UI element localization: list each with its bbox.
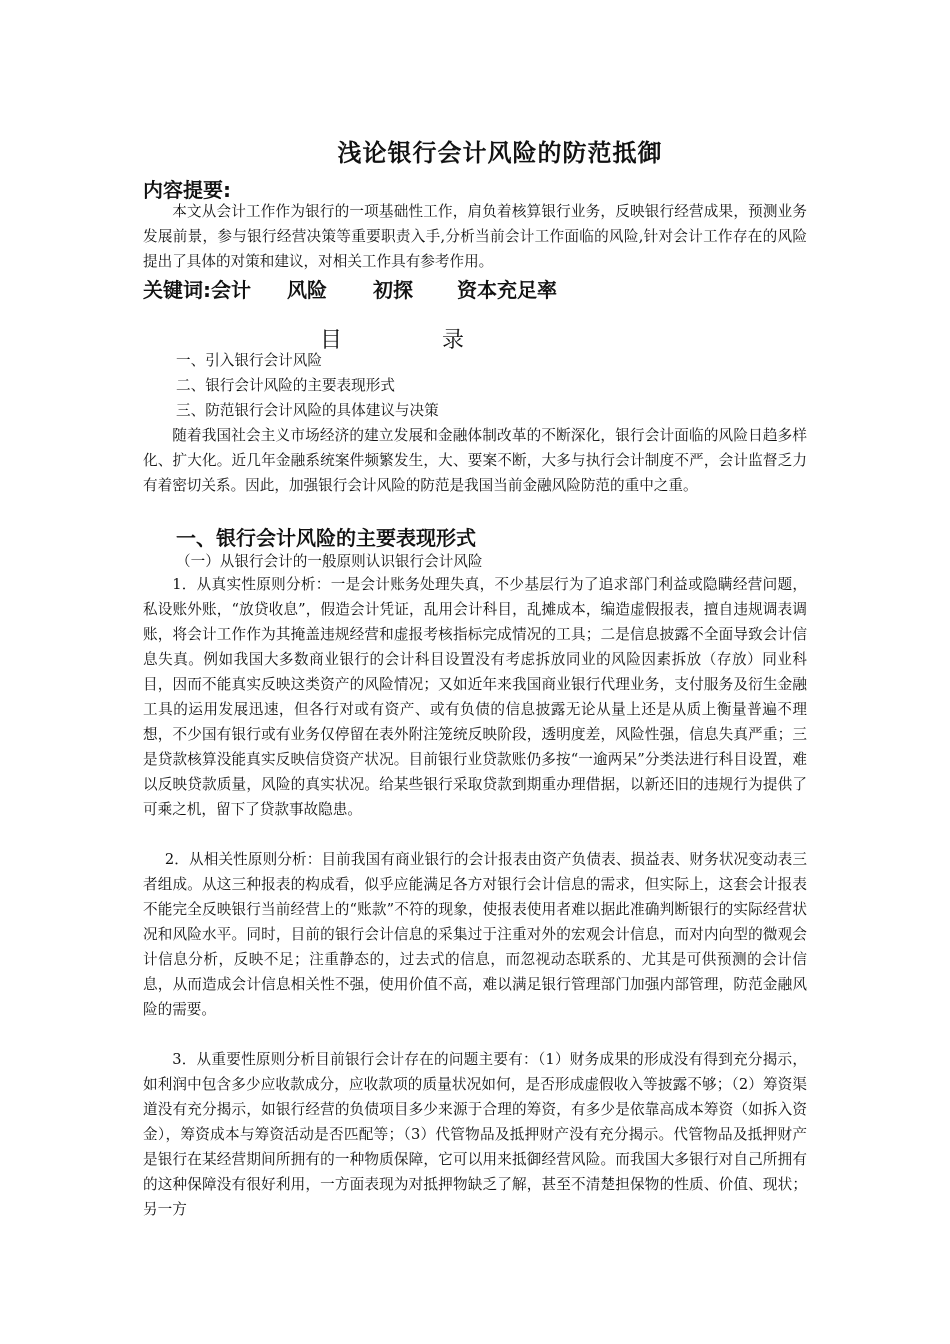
keywords-line (143, 274, 557, 303)
section1-heading: 一、银行会计风险的主要表现形式 (176, 526, 476, 550)
toc-title (320, 323, 464, 354)
toc-item-1: 一、引入银行会计风险 (176, 352, 322, 369)
keywords-label: 关键词: (143, 278, 211, 302)
summary-text: 本文从会计工作作为银行的一项基础性工作，肩负着核算银行业务，反映银行经营成果，预测业务发展前景，参与银行经营决策等重要职责入手,分析当前会计工作面临的风险,针对会计工作存在的风险提出了具体的对策和建议，对相关工作具有参考作用。 (143, 203, 807, 270)
toc-title-char-2: 录 (442, 328, 465, 353)
intro-paragraph: 随着我国社会主义市场经济的建立发展和金融体制改革的不断深化，银行会计面临的风险日趋多样化、扩大化。近几年金融系统案件频繁发生，大、要案不断，大多与执行会计制度不严，会计监督乏力有着密切关系。因此，加强银行会计风险的防范是我国当前金融风险防范的重中之重。 (143, 427, 807, 494)
toc-title-char-1: 目 (320, 328, 343, 353)
document-title: 浅论银行会计风险的防范抵御 (337, 139, 663, 167)
section1-subheading: （一）从银行会计的一般原则认识银行会计风险 (176, 553, 483, 570)
toc-item-2: 二、银行会计风险的主要表现形式 (176, 377, 395, 394)
summary-heading: 内容提要: (143, 178, 231, 202)
paragraph-materiality: 3．从重要性原则分析目前银行会计存在的问题主要有：（1）财务成果的形成没有得到充分揭示，如利润中包含多少应收款成分，应收款项的质量状况如何，是否形成虚假收入等披露不够；（2）筹资渠道没有充分揭示，如银行经营的负债项目多少来源于合理的筹资，有多少是依靠高成本筹资（如拆入资金），筹资成本与筹资活动是否匹配等；（3）代管物品及抵押财产没有充分揭示。代管物品及抵押财产是银行在某经营期间所拥有的一种物质保障，它可以用来抵御经营风险。而我国大多银行对自己所拥有的这种保障没有很好利用，一方面表现为对抵押物缺乏了解，甚至不清楚担保物的性质、价值、现状；另一方 (143, 1051, 807, 1218)
keyword-4: 资本充足率 (457, 278, 557, 302)
keyword-3: 初探 (373, 278, 413, 302)
keyword-1: 会计 (211, 278, 251, 302)
toc-item-3: 三、防范银行会计风险的具体建议与决策 (176, 402, 439, 419)
paragraph-relevance: 2．从相关性原则分析：目前我国有商业银行的会计报表由资产负债表、损益表、财务状况变动表三者组成。从这三种报表的构成看，似乎应能满足各方对银行会计信息的需求，但实际上，这套会计报表不能完全反映银行当前经营上的“账款”不符的现象，使报表使用者难以据此准确判断银行的实际经营状况和风险水平。同时，目前的银行会计信息的采集过于注重对外的宏观会计信息，而对内向型的微观会计信息分析，反映不足；注重静态的，过去式的信息，而忽视动态联系的、尤其是可供预测的会计信息，从而造成会计信息相关性不强，使用价值不高，难以满足银行管理部门加强内部管理，防范金融风险的需要。 (143, 851, 807, 1018)
keyword-2: 风险 (287, 278, 327, 302)
paragraph-truthfulness: 1．从真实性原则分析：一是会计账务处理失真，不少基层行为了追求部门利益或隐瞒经营问题，私设账外账，“放贷收息”，假造会计凭证，乱用会计科目，乱摊成本，编造虚假报表，擅自违规调表调账，将会计工作作为其掩盖违规经营和虚报考核指标完成情况的工具；二是信息披露不全面导致会计信息失真。例如我国大多数商业银行的会计科目设置没有考虑拆放同业的风险因素拆放（存放）同业科目，因而不能真实反映这类资产的风险情况；又如近年来我国商业银行代理业务，支付服务及衍生金融工具的运用发展迅速，但各行对或有资产、或有负债的信息披露无论从量上还是从质上衡量普遍不理想，不少国有银行或有业务仅停留在表外附注笼统反映阶段，透明度差，风险性强，信息失真严重；三是贷款核算没能真实反映信贷资产状况。目前银行业贷款账仍多按“一逾两呆”分类法进行科目设置，难以反映贷款质量，风险的真实状况。给某些银行采取贷款到期重办理借据，以新还旧的违规行为提供了可乘之机，留下了贷款事故隐患。 (143, 576, 807, 818)
